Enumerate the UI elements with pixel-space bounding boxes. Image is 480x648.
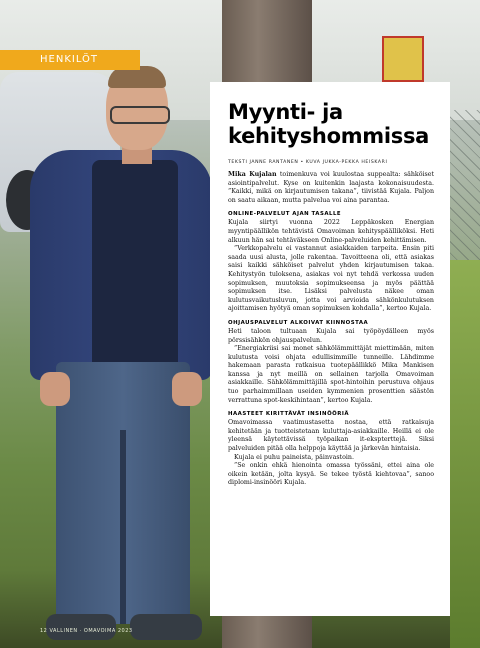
station-sign bbox=[382, 36, 424, 82]
page-footer: 12 VALLINEN · OMAVOIMA 2023 bbox=[40, 628, 133, 634]
lead-text: toimenkuva voi kuulostaa suppealta: sähköiset asiointipalvelut. Kyse on kuitenkin laajasta kokonaisuudesta. ”Kaikki, mikä on kirjautumisen takana”, tiivistää Kujala. Paljon on saatu aikaan, mutta palvelua voi aina parantaa. bbox=[228, 171, 434, 204]
section-2-paragraph-1: Heti taloon tultuaan Kujala sai työpöydälleen myös pörssisähkön ohjauspalvelun. bbox=[228, 327, 434, 344]
section-3-paragraph-1: Omavoimassa vaatimustasetta nostaa, että ratkaisuja kehitetään ja tuotteistetaan kuluttaja-asiakkaille. Heillä ei ole yleensä käytettävissä työpaikan it-ekspterttejä. Siksi palveluiden pitää olla helppoja käyttää ja järkevän hintaisia. bbox=[228, 419, 434, 453]
section-tag: HENKILÖT bbox=[0, 50, 140, 70]
section-heading-1: ONLINE-PALVELUT AJAN TASALLE bbox=[228, 211, 342, 218]
section-1-paragraph-2: ”Verkkopalvelu ei vastannut asiakkaiden tarpeita. Ensin piti saada uusi alusta, jolle rakentaa. Tavoitteena oli, että asiakas saisi kaikki sähköiset palvelut yhden kirjautumisen takaa. Kehitystyön tuloksena, asiakas voi nyt tehdä verkossa uuden sopimuksen, muutoksia sopimukseensa ja myös päättää sopimuksen itse. Lisäksi palvelusta näkee oman kulutusvaikutusluvun, jotta voi arvioida sähkönkulutuksen ajoittamisen hyötyä oman sopimuksen kohdalla”, kertoo Kujala. bbox=[228, 245, 434, 313]
section-heading-2: OHJAUSPALVELUT ALKOIVAT KIINNOSTAA bbox=[228, 319, 369, 326]
person-right-hand bbox=[172, 372, 202, 406]
article-title bbox=[228, 100, 434, 148]
person-right-shoe bbox=[130, 614, 202, 640]
lead-name: Mika Kujalan bbox=[228, 171, 277, 178]
title-line-1: Myynti- ja bbox=[228, 100, 343, 124]
article-lead bbox=[228, 171, 434, 205]
section-1-paragraph-1: Kujala siirtyi vuonna 2022 Leppäkosken Energian myyntipäällikön tehtävistä Omavoiman kehityspäälliköksi. Heti alkuun hän sai tehtäväkseen Online-palveluiden kehittämisen. bbox=[228, 219, 434, 244]
section-2-paragraph-2: ”Energiakriisi sai monet sähkölämmittäjät miettimään, miten kulutusta voisi ohjata edullisimmille tunneille. Lähdimme hakemaan parasta ratkaisua tuotepäällikkö Mika Mankisen kanssa ja nyt meillä on sellainen tarjolla Omavoiman asiakkaille. Sähkölämmittäjillä spot-hintoihin perustuva ohjaus tuo parhaimmillaan useiden kymmenien prosenttien säästön verrattuna spot-keskihintaan”, kertoo Kujala. bbox=[228, 345, 434, 404]
section-heading-3: HAASTEET KIRITTÄVÄT INSINÖÖRIÄ bbox=[228, 411, 350, 418]
section-3-paragraph-2: Kujala ei puhu paineista, päinvastoin. bbox=[234, 453, 354, 461]
section-3-paragraph-3: ”Se onkin ehkä hienointa omassa työssäni, ettei aina ole oikein ketään, jolta kysyä. Se tekee työstä kiehtovaa”, sanoo diplomi-insinööri Kujala. bbox=[228, 462, 434, 487]
person-left-hand bbox=[40, 372, 70, 406]
article-credits: TEKSTI JANNE RANTANEN • KUVA JUKKA-PEKKA HEISKARI bbox=[228, 160, 388, 165]
grass-area bbox=[450, 260, 480, 648]
article-panel bbox=[210, 82, 450, 616]
person-glasses bbox=[110, 106, 170, 124]
person-shirt bbox=[92, 160, 178, 370]
person-left-shoe bbox=[46, 614, 116, 640]
title-line-2: kehityshommissa bbox=[228, 124, 430, 148]
jeans-leg-gap bbox=[120, 430, 126, 624]
